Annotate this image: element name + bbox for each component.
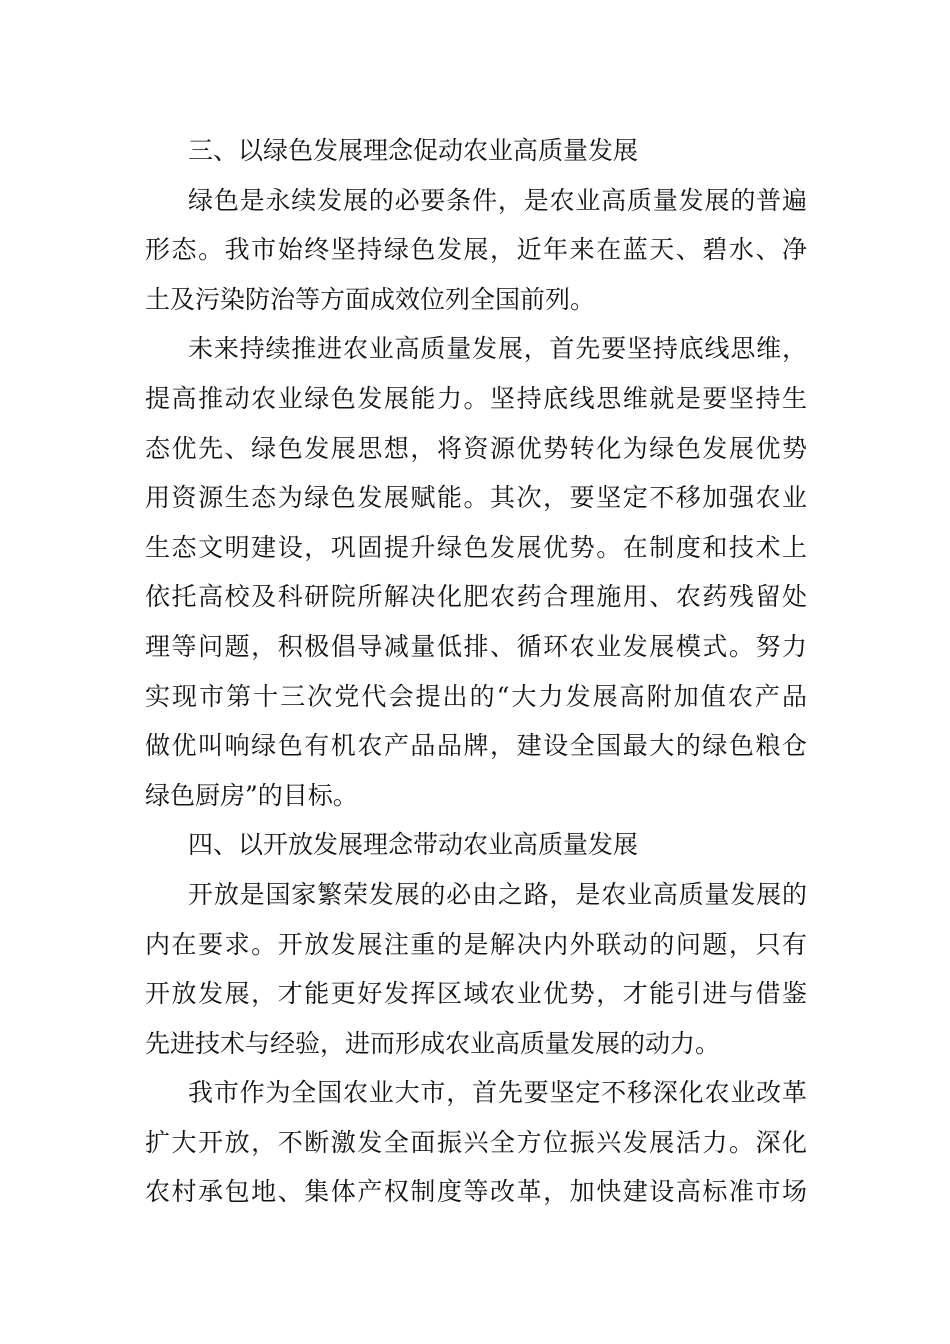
section-heading: 三、以绿色发展理念促动农业高质量发展 — [188, 136, 639, 165]
paragraph-line: 提高推动农业绿色发展能力。坚持底线思维就是要坚持生 — [145, 383, 807, 413]
paragraph-line: 依托高校及科研院所解决化肥农药合理施用、农药残留处 — [145, 582, 807, 612]
paragraph-line: 农村承包地、集体产权制度等改革，加快建设高标准市场 — [145, 1177, 807, 1207]
paragraph-line: 开放发展，才能更好发挥区域农业优势，才能引进与借鉴 — [145, 979, 807, 1009]
paragraph-line: 开放是国家繁荣发展的必由之路，是农业高质量发展的 — [188, 879, 807, 909]
paragraph-line: 理等问题，积极倡导减量低排、循环农业发展模式。努力 — [145, 631, 807, 661]
paragraph-line: 先进技术与经验，进而形成农业高质量发展的动力。 — [145, 1028, 721, 1058]
paragraph-line: 扩大开放，不断激发全面振兴全方位振兴发展活力。深化 — [145, 1127, 807, 1157]
paragraph-line: 绿色厨房”的目标。 — [145, 780, 358, 810]
paragraph-line: 内在要求。开放发展注重的是解决内外联动的问题，只有 — [145, 929, 807, 959]
paragraph-line: 未来持续推进农业高质量发展，首先要坚持底线思维， — [188, 334, 807, 364]
paragraph-line: 用资源生态为绿色发展赋能。其次，要坚定不移加强农业 — [145, 483, 807, 513]
document-body — [145, 126, 807, 1217]
paragraph-line: 我市作为全国农业大市，首先要坚定不移深化农业改革 — [188, 1078, 807, 1108]
paragraph-line: 生态文明建设，巩固提升绿色发展优势。在制度和技术上 — [145, 532, 807, 562]
paragraph-line: 做优叫响绿色有机农产品品牌，建设全国最大的绿色粮仓 — [145, 731, 807, 761]
paragraph-line: 土及污染防治等方面成效位列全国前列。 — [145, 284, 596, 314]
paragraph-line: 态优先、绿色发展思想，将资源优势转化为绿色发展优势 — [145, 433, 807, 463]
paragraph-line: 实现市第十三次党代会提出的“大力发展高附加值农产品 — [145, 681, 807, 711]
paragraph-line: 形态。我市始终坚持绿色发展，近年来在蓝天、碧水、净 — [145, 235, 807, 265]
section-heading: 四、以开放发展理念带动农业高质量发展 — [188, 830, 639, 860]
paragraph-line: 绿色是永续发展的必要条件，是农业高质量发展的普遍 — [188, 185, 807, 215]
